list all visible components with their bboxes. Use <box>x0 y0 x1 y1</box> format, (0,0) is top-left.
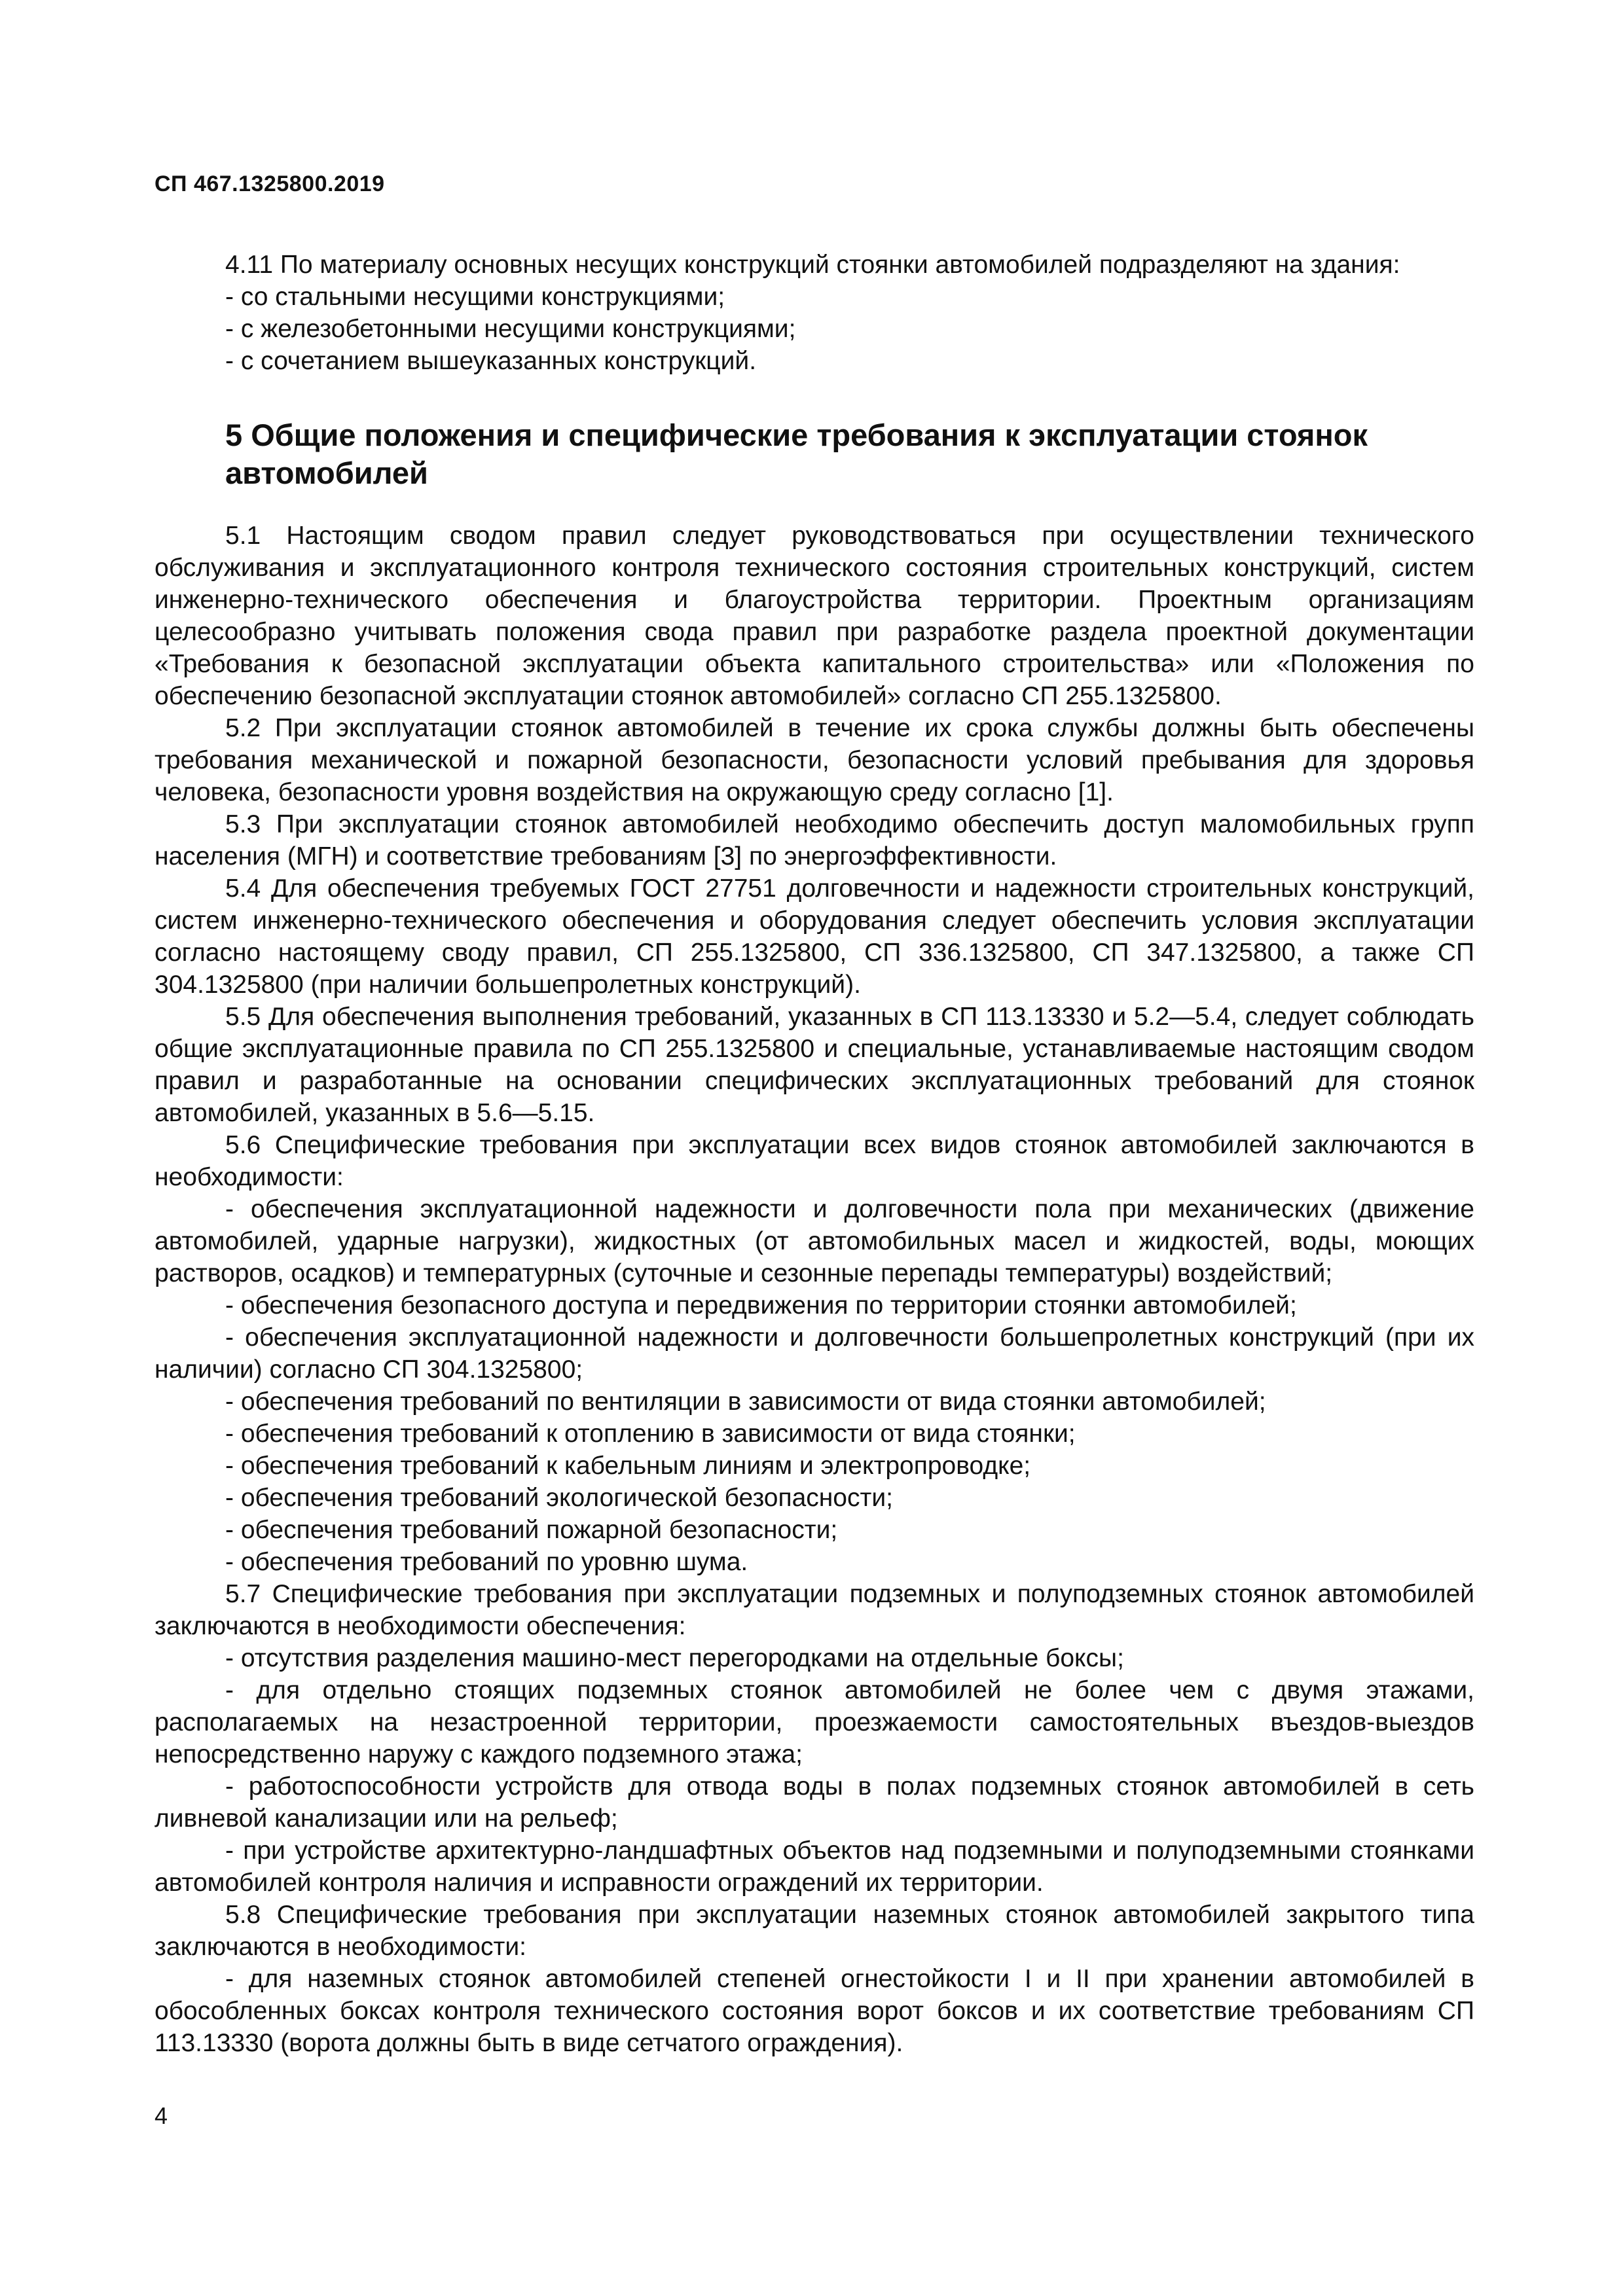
list-item: - отсутствия разделения машино-мест перегородками на отдельные боксы; <box>225 1644 1124 1672</box>
list-item: - со стальными несущими конструкциями; <box>225 283 725 311</box>
list-item: - при устройстве архитектурно-ландшафтных объектов над подземными и полуподземными стоянками автомобилей контроля наличия и исправности ограждений их территории. <box>155 1837 1474 1897</box>
document-code: СП 467.1325800.2019 <box>155 171 385 196</box>
list-item: - обеспечения безопасного доступа и передвижения по территории стоянки автомобилей; <box>225 1291 1297 1319</box>
list-item: - обеспечения требований к отоплению в зависимости от вида стоянки; <box>225 1420 1076 1448</box>
section-5-title: 5 Общие положения и специфические требования к эксплуатации стоянок автомобилей <box>225 418 1368 490</box>
list-item: - обеспечения требований по уровню шума. <box>225 1548 748 1576</box>
clause-5-1: 5.1 Настоящим сводом правил следует руководствоваться при осуществлении технического обслуживания и эксплуатационного контроля технического состояния строительных конструкций, систем инженерно-технического обеспечения и благоустройства территории. Проектным организациям целесообразно учитывать положения свода правил при разработке раздела проектной документации «Требования к безопасной эксплуатации объекта капитального строительства» или «Положения по обеспечению безопасной эксплуатации стоянок автомобилей» согласно СП 255.1325800. <box>155 522 1474 710</box>
list-item: - с железобетонными несущими конструкциями; <box>225 315 796 343</box>
clause-5-8-intro: 5.8 Специфические требования при эксплуатации наземных стоянок автомобилей закрытого типа заключаются в необходимости: <box>155 1901 1474 1961</box>
list-item: - для наземных стоянок автомобилей степеней огнестойкости I и II при хранении автомобилей в обособленных боксах контроля технического состояния ворот боксов и их соответствие требованиям СП 113.13330 (ворота должны быть в виде сетчатого ограждения). <box>155 1965 1474 2057</box>
clause-4-11-intro: 4.11 По материалу основных несущих конструкций стоянки автомобилей подразделяют на здания: <box>225 251 1400 279</box>
list-item: - обеспечения требований пожарной безопасности; <box>225 1516 838 1544</box>
clause-5-2: 5.2 При эксплуатации стоянок автомобилей в течение их срока службы должны быть обеспечены требования механической и пожарной безопасности, безопасности условий пребывания для здоровья человека, безопасности уровня воздействия на окружающую среду согласно [1]. <box>155 714 1474 806</box>
list-item: - обеспечения требований к кабельным линиям и электропроводке; <box>225 1452 1031 1480</box>
list-item: - с сочетанием вышеуказанных конструкций. <box>225 347 757 375</box>
clause-5-4: 5.4 Для обеспечения требуемых ГОСТ 27751 долговечности и надежности строительных конструкций, систем инженерно-технического обеспечения и оборудования следует обеспечить условия эксплуатации согласно настоящему своду правил, СП 255.1325800, СП 336.1325800, СП 347.1325800, а также СП 304.1325800 (при наличии большепролетных конструкций). <box>155 874 1474 999</box>
list-item: - для отдельно стоящих подземных стоянок автомобилей не более чем с двумя этажами, располагаемых на незастроенной территории, проезжаемости самостоятельных въездов-выездов непосредственно наружу с каждого подземного этажа; <box>155 1676 1474 1768</box>
clause-5-3: 5.3 При эксплуатации стоянок автомобилей необходимо обеспечить доступ маломобильных групп населения (МГН) и соответствие требованиям [3] по энергоэффективности. <box>155 810 1474 870</box>
clause-5-5: 5.5 Для обеспечения выполнения требований, указанных в СП 113.13330 и 5.2—5.4, следует соблюдать общие эксплуатационные правила по СП 255.1325800 и специальные, устанавливаемые настоящим сводом правил и разработанные на основании специфических эксплуатационных требований для стоянок автомобилей, указанных в 5.6—5.15. <box>155 1003 1474 1127</box>
clause-5-7-intro: 5.7 Специфические требования при эксплуатации подземных и полуподземных стоянок автомобилей заключаются в необходимости обеспечения: <box>155 1580 1474 1640</box>
document-body <box>155 249 1474 2059</box>
list-item: - обеспечения требований экологической безопасности; <box>225 1484 893 1512</box>
list-item: - обеспечения требований по вентиляции в зависимости от вида стоянки автомобилей; <box>225 1388 1266 1416</box>
list-item: - обеспечения эксплуатационной надежности и долговечности пола при механических (движение автомобилей, ударные нагрузки), жидкостных (от автомобильных масел и жидкостей, воды, моющих растворов, осадков) и температурных (суточные и сезонные перепады температуры) воздействий; <box>155 1195 1474 1287</box>
list-item: - работоспособности устройств для отвода воды в полах подземных стоянок автомобилей в сеть ливневой канализации или на рельеф; <box>155 1772 1474 1833</box>
list-item: - обеспечения эксплуатационной надежности и долговечности большепролетных конструкций (при их наличии) согласно СП 304.1325800; <box>155 1323 1474 1384</box>
clause-5-6-intro: 5.6 Специфические требования при эксплуатации всех видов стоянок автомобилей заключаются в необходимости: <box>155 1131 1474 1191</box>
page-number: 4 <box>155 2102 168 2129</box>
